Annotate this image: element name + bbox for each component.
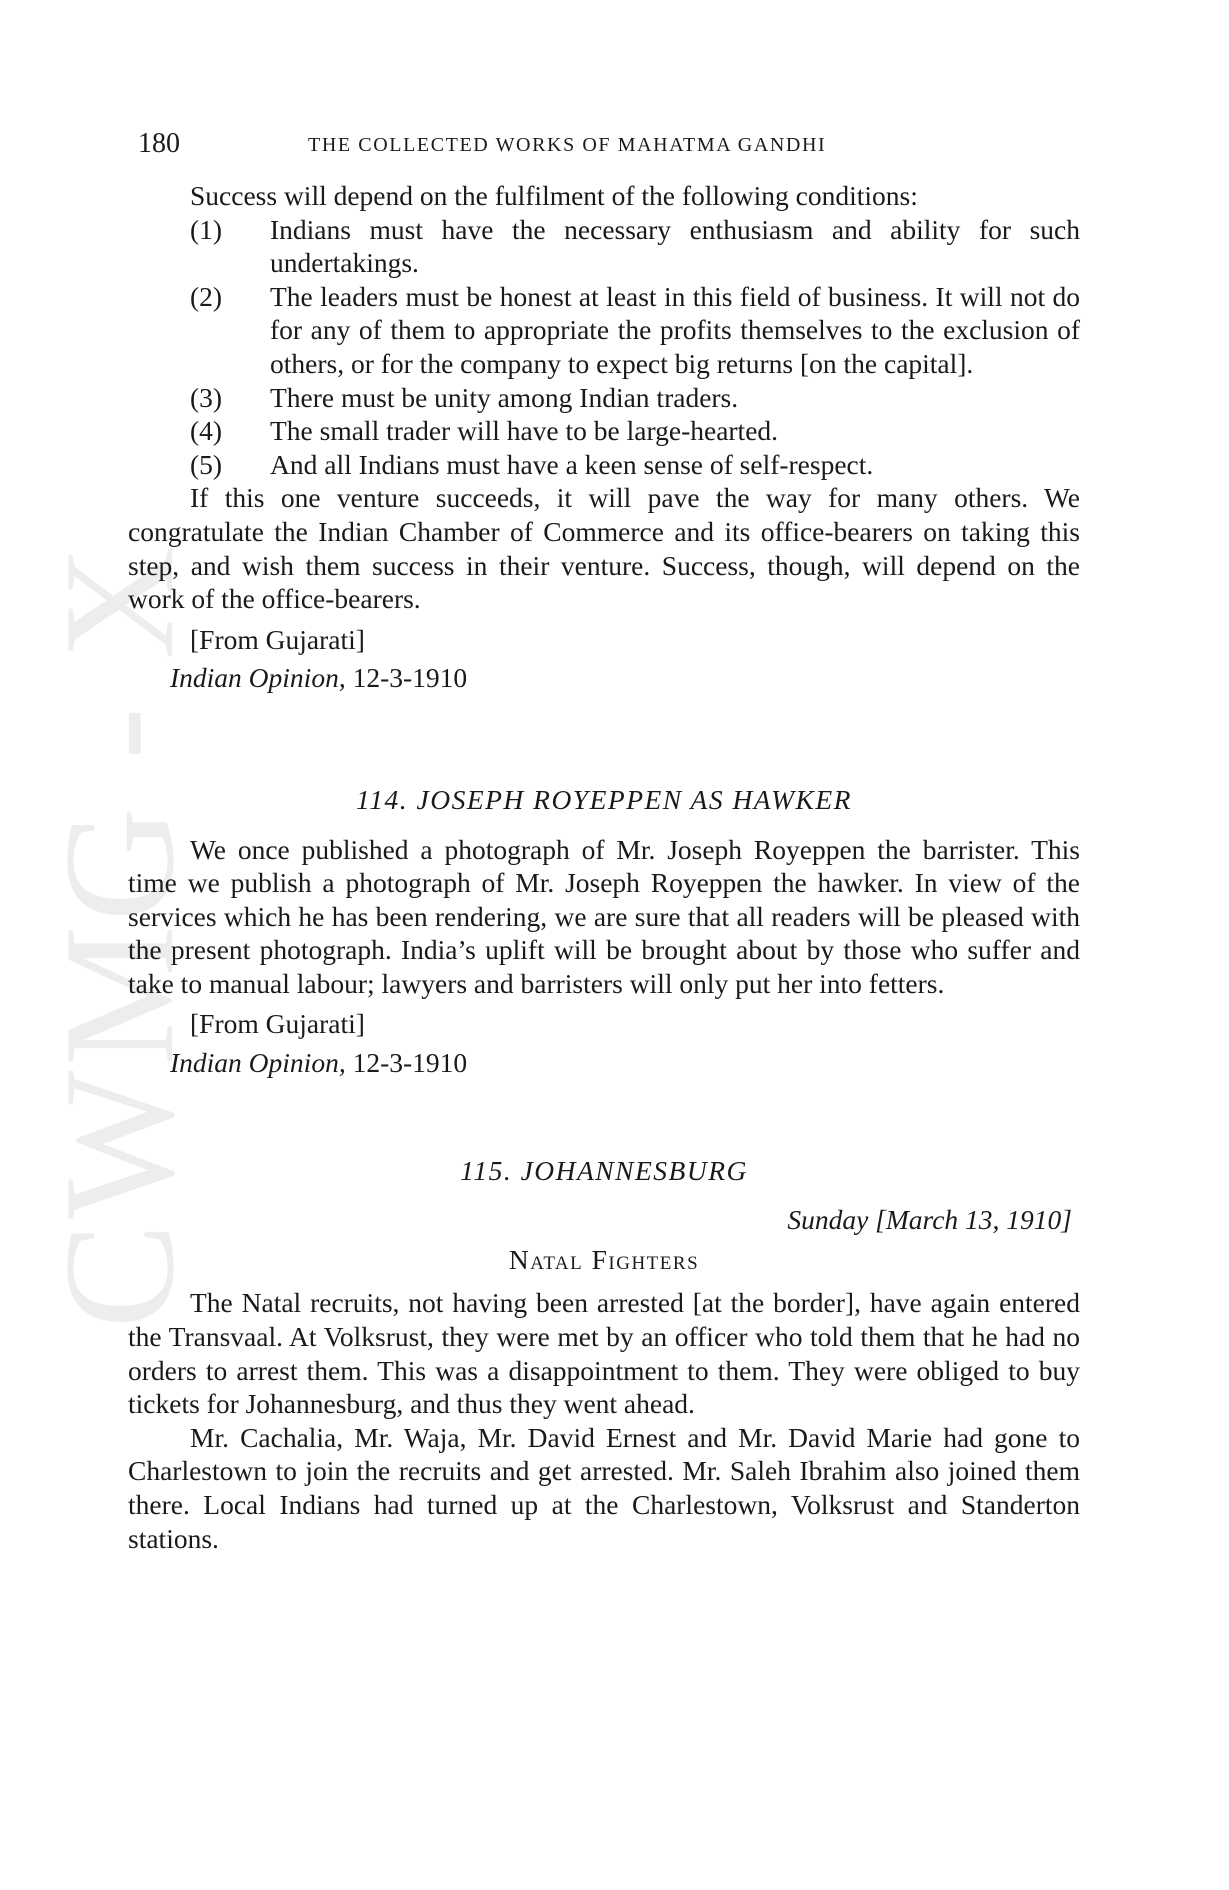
conditions-list xyxy=(128,213,1080,482)
source-note: [From Gujarati] xyxy=(190,623,365,655)
citation-date: 12-3-1910 xyxy=(352,662,468,694)
condition-number: (2) xyxy=(190,280,223,312)
conditions-intro: Success will depend on the fulfilment of the following conditions: xyxy=(190,180,918,211)
section-115-paragraph: Mr. Cachalia, Mr. Waja, Mr. David Ernest and Mr. David Marie had gone to Charlestown to join the recruits and get arrested. Mr. Saleh Ibrahim also joined them there. Local Indians had turned up at the Charlestown, Volksrust and Standerton stations. xyxy=(128,1421,1080,1554)
section-114-paragraph: We once published a photograph of Mr. Joseph Royeppen the barrister. This time we publish a photograph of Mr. Joseph Royeppen the hawker. In view of the services which he has been rendering, we are sure that all readers will be pleased with the present photograph. India’s uplift will be brought about by those who suffer and take to manual labour; lawyers and barristers will only put her into fetters. xyxy=(128,833,1080,999)
closing-paragraph: If this one venture succeeds, it will pave the way for many others. We congratulate the Indian Chamber of Commerce and its office-bearers on taking this step, and wish them success in their venture. Success, though, will depend on the work of the office-bearers. xyxy=(128,482,1080,615)
subheading: Natal Fighters xyxy=(508,1243,700,1275)
section-heading-115: 115. JOHANNESBURG xyxy=(460,1154,748,1186)
section-heading-114: 114. JOSEPH ROYEPPEN AS HAWKER xyxy=(356,783,852,815)
running-head xyxy=(138,128,1098,168)
citation xyxy=(128,661,1080,695)
citation-date: 12-3-1910 xyxy=(352,1047,468,1079)
citation-publication: Indian Opinion, xyxy=(170,662,346,694)
condition-item xyxy=(128,280,1080,381)
page-body xyxy=(128,179,1080,1555)
condition-text: The small trader will have to be large-hearted. xyxy=(270,415,779,447)
condition-text: The leaders must be honest at least in this field of business. It will not do for any of them to appropriate the profits themselves to the exclusion of others, or for the company to expect big returns [on the capital]. xyxy=(270,280,1080,379)
condition-number: (3) xyxy=(190,381,223,413)
condition-item xyxy=(128,414,1080,448)
running-title: THE COLLECTED WORKS OF MAHATMA GANDHI xyxy=(308,134,827,156)
source-note: [From Gujarati] xyxy=(190,1008,365,1040)
condition-item xyxy=(128,381,1080,415)
condition-item xyxy=(128,448,1080,482)
condition-text: Indians must have the necessary enthusiasm and ability for such undertakings. xyxy=(270,213,1080,279)
section-115-paragraph: The Natal recruits, not having been arrested [at the border], have again entered the Transvaal. At Volksrust, they were met by an officer who told them that he had no orders to arrest them. This was a disappointment to them. They were obliged to buy tickets for Johannesburg, and thus they went ahead. xyxy=(128,1287,1080,1420)
condition-number: (4) xyxy=(190,415,223,447)
page-number: 180 xyxy=(138,128,180,159)
condition-number: (5) xyxy=(190,448,223,480)
condition-item xyxy=(128,213,1080,280)
condition-text: And all Indians must have a keen sense of self-respect. xyxy=(270,448,874,480)
watermark-text: CWMG - X xyxy=(32,541,207,1329)
citation-publication: Indian Opinion, xyxy=(170,1047,346,1079)
dateline: Sunday [March 13, 1910] xyxy=(787,1204,1072,1236)
citation xyxy=(128,1046,1080,1080)
condition-number: (1) xyxy=(190,213,223,245)
condition-text: There must be unity among Indian traders. xyxy=(270,381,739,413)
